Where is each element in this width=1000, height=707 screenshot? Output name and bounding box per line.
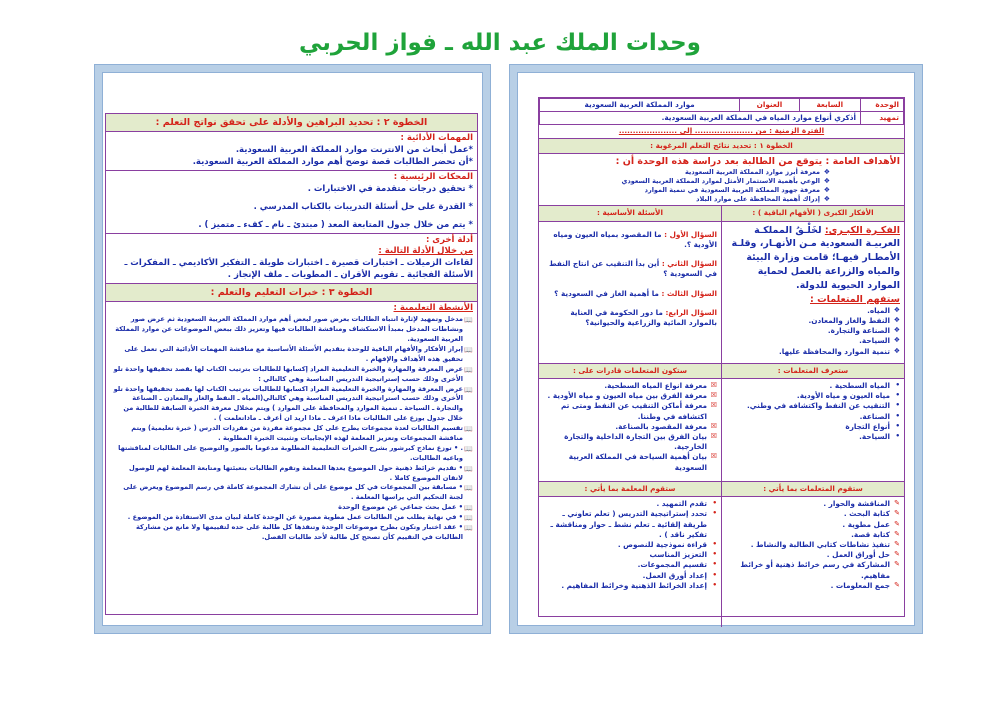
activities (106, 302, 477, 543)
evidence-table (105, 113, 478, 615)
bullet-icon: ✎ (894, 529, 900, 538)
bullet-icon: ✎ (894, 550, 900, 559)
list-item-text: التنقيب عن النفط واكتشافه في وطني. (746, 401, 890, 411)
crit-item: * يتم من خلال جدول المتابعة المعد ( مبتدئ ـ نام ـ كفء ـ متميز ) . (198, 219, 473, 230)
list-item-text: المناقشة والحوار . (823, 499, 890, 509)
list-item-text: النفط والغاز والمعادن. (808, 316, 890, 326)
other-label: أدلة أخرى : (425, 234, 473, 245)
bullet-icon: ☒ (710, 452, 717, 461)
list-item-text: الصناعة. (859, 411, 890, 421)
list-item-text: • عقد اختبار وتكون بطرح موضوعات الوحدة وتنفذها كل طالبة على حده لتقييمها ولا مانع من مشاركة الطالبات في التقييم كأن تصحح كل طالبة لأحد طالبات الفصل. (135, 522, 463, 541)
question-text: ما أهمية الغاز في السعودية ؟ (554, 288, 659, 298)
question-label: السؤال الرابع: (665, 307, 717, 317)
able-header: ستكون المتعلمات قادرات على : (572, 365, 688, 375)
list-item-text: كتابة قصة. (851, 529, 890, 539)
big-idea-text: لخَلْـقُ المملكـة العربيـة السعودية مـن الأنهـار، وقلـة الأمطـار فيهـا؛ قامت وزارة البيئة والمياه والزراعة بالعمل لحماية الموارد الحيوية للدولة. (731, 224, 900, 291)
bullet-icon: 📖 (464, 444, 473, 453)
step3-header: الخطوة ٣ : خبرات التعليم والتعلم : (106, 284, 477, 302)
list-item-text: المشاركة في رسم خرائط ذهنية أو خرائط مفاهيم. (740, 560, 890, 580)
crit-label: المحكات الرئيسية : (393, 171, 473, 182)
other-evidence (106, 234, 477, 285)
list-item-text: عرض المعرفة والمهارة والخبرة التعليمية المراد اكسابها للطالبات بترتيب الكتاب لها بقصد تحقيقها واحدة تلو الأخرى وذلك حسب استراتيجية التدريس المناسبة وهي كالتالي(المياه ـ النفط والغاز والمعادن ـ الصناعة والتجارة ـ السياحة ـ تنمية الموارد والمحافظة على الموارد ) ويتم مخلال معرفة الخبرة السابقة للطالبة من خلال جدول يوزع على الطالبات ماذا اعرف ـ ماذا اريد ان أعرف ـ ماذاتعلمت ) . (113, 384, 463, 423)
topic-label: العنوان (740, 99, 800, 112)
list-item-text: • مسابقة بين المجموعات في كل موضوع على أن تشارك المجموعة كاملة في رسم الموضوع ويعرض على لجنة التحكيم التي يراسها المعلمة . (123, 483, 463, 502)
questions-header: الأسئلة الأساسية : (597, 208, 663, 218)
bullet-icon: 📖 (464, 514, 473, 523)
bullet-icon: 📖 (464, 385, 473, 394)
list-item-text: جمع المعلومات . (830, 580, 890, 590)
list-item-text: معرفة أماكن التنقيب عن النفط ومتى تم اكتشافه في وطننا. (560, 401, 707, 421)
learner-task-item (726, 509, 900, 519)
teacher-task-item (543, 581, 717, 591)
understanding-item (726, 306, 900, 316)
list-item-text: تقسيم الطالبات لعدة مجموعات يطرح على كل مجموعة مفردة من مفردات الدرس ( خبرة تعليمية) ويتم مناقشة المجموعات وتعزيز المعلمة لهذه الإيجابيات وتثبيت الخبرة المطلوبة . (131, 424, 463, 442)
bullet-icon: ☒ (710, 380, 717, 389)
know-item (726, 381, 900, 391)
list-item-text: بيان أهمية السياحة في المملكة العربية السعودية (568, 452, 707, 472)
list-item-text: حل أوراق العمل . (826, 550, 890, 560)
bullet-icon: ✎ (894, 539, 900, 548)
topic-value: موارد المملكة العربية السعودية (540, 99, 740, 112)
step1-header: الخطوة ١ : تحديد نتائج التعلم المرغوبة : (539, 139, 904, 154)
bullet-icon: 📖 (464, 345, 473, 354)
intro-label: تمهيد (860, 112, 903, 125)
list-item-text: • عمل بحث جماعي عن موضوع الوحدة (338, 503, 463, 512)
teacher-task-item (543, 540, 717, 550)
bullet-icon: ☒ (710, 391, 717, 400)
goal-item (543, 177, 830, 186)
bullet-icon: • (895, 421, 900, 430)
learner-task-item (726, 550, 900, 560)
learner-task-item (726, 560, 900, 580)
list-item-text: إعداد أورق العمل. (642, 570, 707, 580)
activity-item (110, 345, 473, 365)
question-text: ما المقصود بمياه العيون ومياه الأودية ؟. (553, 229, 717, 249)
learner-task-item (726, 499, 900, 509)
able-item (543, 452, 717, 472)
page-left (95, 65, 490, 633)
list-item-text: • في نهاية يطلب من الطالبات عمل مطوية مصورة عن الوحدة كاملة لبيان مدى الاستفادة من الموضوع . (127, 513, 463, 522)
bullet-icon: 📖 (464, 464, 473, 473)
activity-item (110, 444, 473, 464)
teacher-task-item (543, 560, 717, 570)
document-title: وحدات الملك عبد الله ـ فواز الحربي (299, 30, 701, 56)
criteria (106, 171, 477, 234)
bullet-icon: ✎ (894, 519, 900, 528)
bullet-icon: • (712, 550, 717, 559)
list-item-text: تنمية الموارد والمحافظة عليها. (778, 346, 890, 356)
question-item (543, 308, 717, 328)
bullet-icon: ❖ (893, 336, 900, 345)
list-item-text: المياه. (867, 305, 890, 315)
activity-item (110, 513, 473, 523)
bullet-icon: ❖ (893, 305, 900, 314)
list-item-text: أنواع التجارة (845, 421, 890, 431)
bullet-icon: • (712, 580, 717, 589)
list-item-text: الصناعة والتجارة. (827, 326, 890, 336)
question-label: السؤال الثاني : (661, 259, 717, 269)
able-item (543, 422, 717, 432)
bullet-icon: ❖ (893, 326, 900, 335)
big-idea-label: الفكـرة الكبـرى: (824, 224, 900, 236)
bullet-icon: ❖ (893, 316, 900, 325)
act-label: الأنشطة التعليمية : (393, 303, 473, 314)
other-sub: من خلال الأدلة التالية : (378, 246, 473, 257)
know-item (726, 422, 900, 432)
bullet-icon: 📖 (464, 523, 473, 532)
unit-label: الوحدة (860, 99, 903, 112)
list-item-text: كتابة البحث . (843, 509, 890, 519)
bullet-icon: ☒ (710, 401, 717, 410)
activity-item (110, 464, 473, 484)
goals-title: الأهداف العامة : يتوقع من الطالبة بعد دراسة هذه الوحدة أن : (615, 155, 900, 167)
crit-item: * تحقيق درجات متقدمة في الاختبارات . (307, 183, 473, 194)
list-item-text: السياحة. (859, 336, 890, 346)
bullet-icon: ☒ (710, 421, 717, 430)
question-text: أين بدأ التنقيب عن انتاج النفط في السعودية ؟ (549, 259, 717, 279)
goal-item (543, 168, 830, 177)
list-item-text: بيان الفرق بين التجارة الداخلية والتجارة الخارجية. (564, 431, 707, 452)
learner-task-item (726, 540, 900, 550)
teacher-do-header: ستقوم المعلمة بما يأتي : (584, 483, 676, 493)
able-item (543, 432, 717, 452)
perf-item: *عمل أبحاث من الانترنت موارد المملكة العربية السعودية. (235, 145, 473, 156)
list-item-text: معرفة جهود المملكة العربية السعودية في تنمية الموارد (644, 186, 820, 195)
bullet-icon: • (895, 401, 900, 410)
understanding-item (726, 326, 900, 336)
able-item (543, 401, 717, 421)
bullet-icon: • (712, 570, 717, 579)
list-item-text: تقدم التمهيد . (656, 499, 707, 509)
step2-header: الخطوة ٢ : تحديد البراهين والأدلة على تحقق نواتج التعلم : (106, 114, 477, 132)
question-text: ما دور الحكومة في العناية بالموارد المائية والزراعية والحيوانية؟ (570, 307, 717, 327)
bullet-icon: ❖ (823, 186, 830, 195)
question-label: السؤال الثالث : (661, 288, 717, 298)
bullet-icon: ❖ (823, 195, 830, 204)
bullet-icon: ❖ (823, 177, 830, 186)
list-item-text: تنفيذ نشاطات كتابي الطالبة والنشاط . (750, 539, 890, 549)
bullet-icon: • (712, 539, 717, 548)
teacher-task-item (543, 509, 717, 540)
teacher-task-item (543, 550, 717, 560)
understanding-item (726, 316, 900, 326)
activity-item (110, 523, 473, 543)
goals (539, 154, 904, 207)
bullet-icon: 📖 (464, 316, 473, 325)
understand-label: ستفهم المتعلمات : (810, 293, 900, 305)
learners-do-header: ستقوم المتعلمات بما يأتي : (721, 482, 904, 496)
know-header: ستعرف المتعلمات : (721, 364, 904, 378)
list-item-text: مدخل وتمهيد لإثارة انتباه الطالبات بعرض صور لبعض أهم موارد المملكة العربية السعودية ثم عرض صور ونشاطات المدخل بمبدأ الاستكشاف ومناقشة الطالبات فيها وتعزيز ذلك ببعض الموضوعات عن موارد المملكة العربية السعودية. (115, 315, 463, 344)
list-item-text: . • توزع نماذج كبرشور بشرح الخبرات التعليمية المطلوبة مدعوما بالصور والتوضيح على الطالبات لمناقشتها وباعيه الطالبات. (118, 443, 463, 462)
list-item-text: معرفة المقصود بالصناعة. (615, 421, 707, 431)
bullet-icon: • (712, 509, 717, 518)
bullet-icon: 📖 (464, 425, 473, 434)
understanding-item (726, 347, 900, 357)
bullet-icon: • (895, 411, 900, 420)
bullet-icon: ☒ (710, 431, 717, 440)
big-ideas (721, 222, 904, 363)
list-item-text: • تقديم خرائط ذهنية حول الموضوع يعدها المعلمة وتقوم الطالبات بتعبئتها ومتابعة المعلمة لهم للوصول لاتقان الموضوع كاملا . (128, 463, 463, 482)
activity-item (110, 385, 473, 425)
know-item (726, 401, 900, 411)
bullet-icon: • (895, 431, 900, 440)
list-item-text: عمل مطوية . (842, 519, 890, 529)
page-right (510, 65, 922, 633)
able-item (543, 381, 717, 391)
list-item-text: عرض المعرفة والمهارة والخبرة التعليمية المراد إكسابها للطالبات بترتيب الكتاب لها بقصد تحقيقها واحدة تلو الأخرى وذلك حسب إستراتيجية التدريس المناسبة وهي كالتالي : (113, 364, 463, 383)
list-item-text: المياه السطحية . (829, 380, 890, 390)
activity-item (110, 503, 473, 513)
bullet-icon: ✎ (894, 580, 900, 589)
list-item-text: إبراز الأفكار والأفهام الباقية للوحدة بتقديم الأسئلة الأساسية مع مناقشة المهمات الأدائية التي تعمل على تحقيق هذه الأهداف والإفهام . (124, 344, 463, 363)
other-text: لقاءات الزميلات ـ اختبارات قصيرة ـ اختبارات طويلة ـ التفكير الأكاديمي ـ المفكرات ـ الأسئلة الفجائية ـ تقويم الأقران ـ المطويات ـ ملف الإنجاز . (124, 258, 473, 281)
list-item-text: معرفة انواع المياه السطحية. (604, 380, 707, 390)
activity-item (110, 315, 473, 345)
bullet-icon: ✎ (894, 509, 900, 518)
plan-table (538, 97, 905, 617)
list-item-text: معرفة الفرق بين مياه العيون و مياه الأودية . (547, 391, 707, 401)
list-item-text: الوعي بأهمية الاستثمار الأمثل لموارد المملكة العربية السعودي (621, 177, 820, 186)
list-item-text: التعزيز المناسب (649, 550, 707, 560)
list-item-text: تقسيم المجموعات. (637, 560, 707, 570)
activity-item (110, 483, 473, 503)
list-item-text: قراءة نموذجية للنصوص . (617, 539, 707, 549)
learner-task-item (726, 581, 900, 591)
question-item (543, 289, 717, 299)
bullet-icon: ❖ (893, 346, 900, 355)
activity-item (110, 424, 473, 444)
list-item-text: مياه العيون و مياه الأودية. (796, 391, 890, 401)
know-item (726, 412, 900, 422)
essential-questions (539, 222, 721, 363)
teacher-task-item (543, 499, 717, 509)
know-item (726, 432, 900, 442)
list-item-text: إدراك أهمية المحافظة على موارد البلاد (696, 195, 820, 204)
bullet-icon: • (712, 499, 717, 508)
performance-tasks (106, 132, 477, 171)
list-item-text: السياحة. (859, 431, 890, 441)
intro-value: أذكري أنواع موارد المياه في المملكة العربية السعودية. (540, 112, 861, 125)
list-item-text: معرفة أبرز موارد المملكة العربية السعودية (684, 168, 820, 177)
activity-item (110, 365, 473, 385)
bullet-icon: • (712, 560, 717, 569)
bullet-icon: 📖 (464, 365, 473, 374)
goal-item (543, 195, 830, 204)
question-item (543, 230, 717, 250)
period: الفترة الزمنية : من ..................... إلى ..................... (539, 125, 904, 138)
bullet-icon: ✎ (894, 499, 900, 508)
know-item (726, 391, 900, 401)
learner-task-item (726, 530, 900, 540)
perf-label: المهمات الأدائية : (400, 133, 473, 144)
able-item (543, 391, 717, 401)
list-item-text: تحدد إستراتيجية التدريس ( تعلم تعاوني ـ طريقة إلقائية ـ تعلم نشط ـ حوار ومناقشة ـ تفكير ناقد ) . (550, 509, 707, 539)
bullet-icon: • (895, 380, 900, 389)
bullet-icon: 📖 (464, 484, 473, 493)
big-ideas-header: الأفكار الكبرى ( الأفهام الباقية ) : (721, 206, 904, 220)
learner-task-item (726, 520, 900, 530)
list-item-text: إعداد الخرائط الذهنية وخرائط المفاهيم . (561, 580, 707, 590)
bullet-icon: • (895, 391, 900, 400)
bullet-icon: ✎ (894, 560, 900, 569)
understanding-item (726, 336, 900, 346)
perf-item: *أن تحضر الطالبات قصة توضح أهم موارد المملكة العربية السعودية. (192, 157, 473, 168)
teacher-task-item (543, 571, 717, 581)
bullet-icon: 📖 (464, 504, 473, 513)
crit-item: * القدرة على حل أسئلة التدريبات بالكتاب المدرسي . (253, 201, 473, 212)
bullet-icon: ❖ (823, 168, 830, 177)
unit-value: السابعة (799, 99, 860, 112)
question-item (543, 259, 717, 279)
question-label: السؤال الأول : (664, 229, 717, 239)
